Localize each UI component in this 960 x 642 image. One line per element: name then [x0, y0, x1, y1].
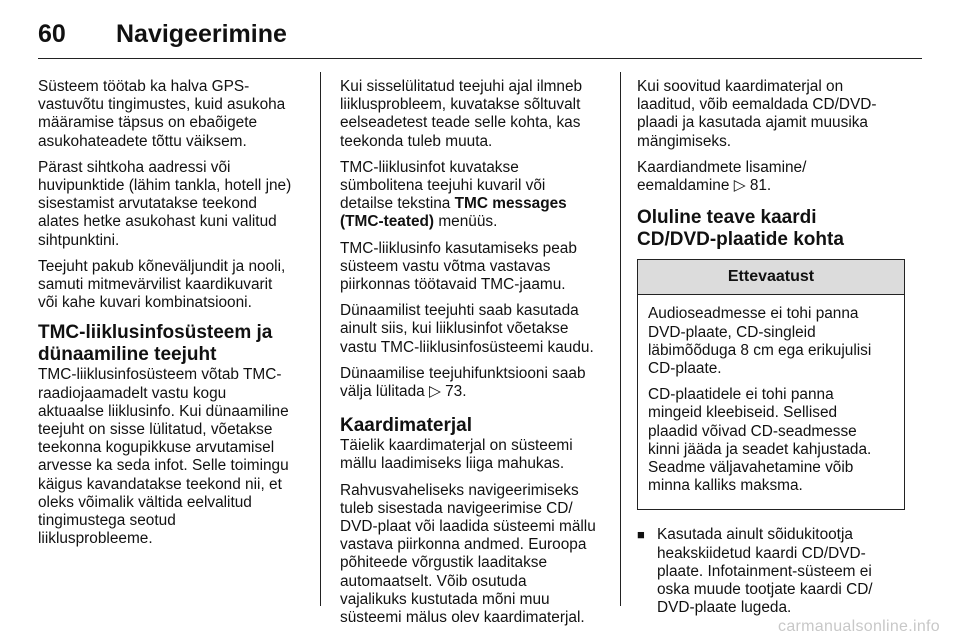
paragraph: Kaardiandmete lisamine/ eemaldamine ▷ 81.	[637, 158, 807, 195]
heading-tmc: TMC-liiklusinfosüsteem ja dünaamiline teejuht	[38, 322, 273, 366]
paragraph: TMC-liiklusinfo kasutamiseks peab süsteem vastu võtma vastavas piirkonnas töötavaid TMC-jaamu.	[340, 239, 577, 294]
paragraph: Audioseadmesse ei tohi panna DVD-plaate, CD-singleid läbimõõduga 8 cm ega erikujulisi CD-plaate.	[648, 305, 872, 378]
page-header	[38, 14, 287, 54]
heading-kaardimaterjal: Kaardimaterjal	[340, 415, 473, 437]
reference-arrow-icon: ▷	[733, 177, 746, 195]
paragraph: Kui sisselülitatud teejuhi ajal ilmneb liiklusprobleem, kuvatakse sõltuvalt eelseadetest teade selle kohta, kas teekonda tuleb muuta.	[340, 78, 583, 150]
page-number: 60	[38, 19, 66, 48]
header-rule	[38, 58, 922, 59]
paragraph: Täielik kaardimaterjal on süsteemi mällu laadimiseks liiga mahukas.	[340, 437, 573, 473]
warning-box	[637, 259, 905, 510]
paragraph: Dünaamilist teejuhti saab kasutada ainult siis, kui liiklusinfot võetakse vastu TMC-liiklusinfosüsteemi kaudu.	[340, 302, 594, 356]
paragraph: Rahvusvaheliseks navigeerimiseks tuleb sisestada navigeerimise CD/ DVD-plaat või laadida süsteemi mällu vastava piirkonna andmed. Euroopa põhiteede võrgustik laaditakse automaatselt. Võib osutuda vajalikuks kustutada mõni muu süsteemi mälus olev kaardimaterjal.	[340, 481, 596, 627]
page-reference-link[interactable]: 81.	[749, 177, 772, 195]
column-1	[38, 78, 306, 556]
warning-title: Ettevaatust	[638, 260, 904, 295]
menu-name-tmc-messages: TMC messages	[454, 195, 567, 213]
paragraph: TMC-liiklusinfosüsteem võtab TMC- raadiojaamadelt vastu kogu aktuaalse liiklusinfo. Kui dünaamiline teejuht on sisse lülitatud, võetakse teekonna kogupikkuse arvutamisel arvesse ka seda infot. Selle toimingu käigus kavandatakse teekond nii, et oleks võimalik vältida eelvalitud tingimustega seotud liiklusprobleeme.	[38, 366, 289, 548]
paragraph: CD-plaatidele ei tohi panna mingeid kleebiseid. Sellised plaadid võivad CD-seadmesse kinni jääda ja seadet kahjustada. Seadme väljavahetamine võib minna kalliks maksma.	[648, 386, 872, 495]
section-title: Navigeerimine	[116, 19, 287, 48]
page-reference-link[interactable]: 73.	[445, 383, 467, 401]
column-divider	[320, 72, 321, 606]
warning-body	[638, 295, 904, 509]
square-bullet-icon: ■	[637, 527, 645, 543]
list-item: ■ Kasutada ainult sõidukitootja heakskiidetud kaardi CD/DVD- plaate. Infotainment-süsteem ei oska muude tootjate kaardi CD/ DVD-plaate lugeda.	[637, 526, 873, 617]
watermark: carmanualsonline.info	[778, 618, 940, 635]
column-2	[340, 78, 608, 635]
heading-oluline-teave: Oluline teave kaardi CD/DVD-plaatide kohta	[637, 207, 844, 251]
menu-name-tmc-teated: (TMC-teated)	[340, 213, 435, 231]
paragraph: Kui soovitud kaardimaterjal on laaditud, võib eemaldada CD/DVD- plaadi ja kasutada ajamit muusika mängimiseks.	[637, 78, 877, 150]
paragraph: TMC-liiklusinfot kuvatakse sümbolitena teejuhi kuvaril või detailse tekstina TMC messages (TMC-teated) menüüs.	[340, 158, 567, 231]
paragraph: Pärast sihtkoha aadressi või huvipunktide (lähim tankla, hotell jne) sisestamist arvutatakse teekond alates hetke asukohast kuni valitud sihtpunktini.	[38, 158, 292, 249]
paragraph: Teejuht pakub kõneväljundit ja nooli, samuti mitmevärvilist kaardikuvarit või kahe kuvari kombinatsiooni.	[38, 257, 286, 312]
column-divider	[620, 72, 621, 606]
paragraph: Dünaamilise teejuhifunktsiooni saab välja lülitada ▷ 73.	[340, 364, 586, 401]
reference-arrow-icon: ▷	[428, 383, 441, 401]
paragraph: Süsteem töötab ka halva GPS- vastuvõtu tingimustes, kuid asukoha määramise täpsus on ebaõigete asukohateadete tõttu väiksem.	[38, 78, 286, 150]
column-3	[637, 78, 905, 617]
